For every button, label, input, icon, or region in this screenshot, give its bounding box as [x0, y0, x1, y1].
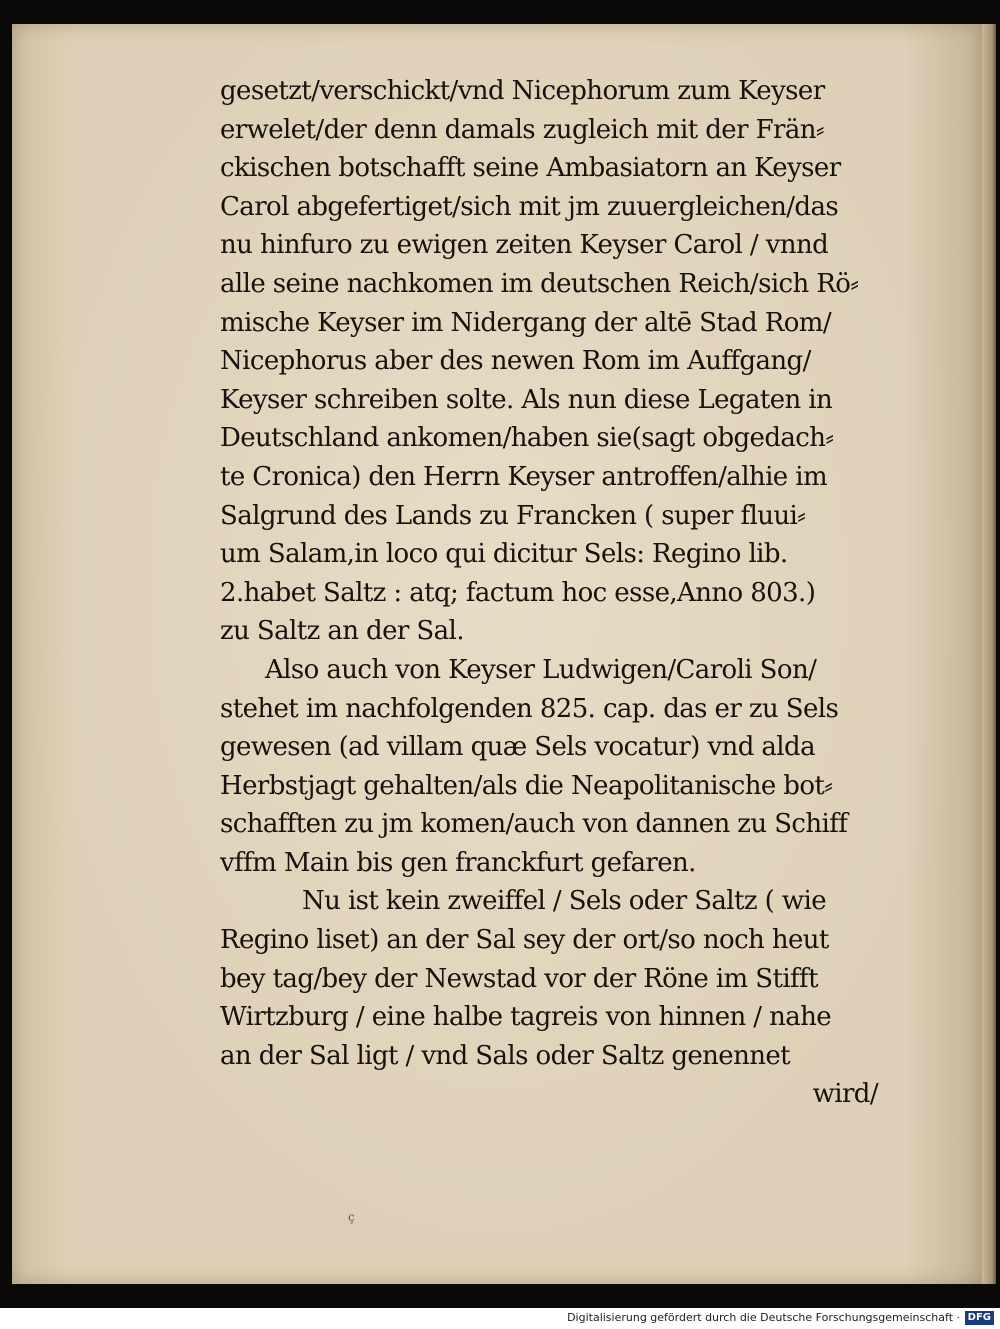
- paragraph-start-line: Nu ist kein zweiffel / Sels oder Saltz ( wie: [302, 886, 826, 917]
- text-line: Nicephorus aber des newen Rom im Auffgang/: [220, 346, 811, 377]
- text-line: vffm Main bis gen franckfurt gefaren.: [220, 847, 696, 878]
- text-line: bey tag/bey der Newstad vor der Röne im Stifft: [220, 963, 818, 994]
- footer-credit: Digitalisierung gefördert durch die Deutsche Forschungsgemeinschaft ·: [567, 1311, 960, 1324]
- text-line: mische Keyser im Nidergang der altē Stad Rom/: [220, 307, 832, 338]
- footer-bar: [0, 1308, 1000, 1329]
- text-line: gesetzt/verschickt/vnd Nicephorum zum Keyser: [220, 76, 825, 106]
- text-line: ckischen botschafft seine Ambasiatorn an Keyser: [220, 153, 841, 184]
- text-line: an der Sal ligt / vnd Sals oder Saltz genennet: [220, 1040, 791, 1071]
- text-line: Keyser schreiben solte. Als nun diese Legaten in: [220, 384, 833, 415]
- text-line: zu Saltz an der Sal.: [220, 616, 464, 647]
- text-block: [220, 72, 900, 1114]
- text-line: Wirtzburg / eine halbe tagreis von hinnen / nahe: [220, 1002, 832, 1033]
- text-line: Herbstjagt gehalten/als die Neapolitanische bot⸗: [220, 770, 833, 801]
- text-line: Carol abgefertiget/sich mit jm zuuergleichen/das: [220, 191, 839, 222]
- text-line: stehet im nachfolgenden 825. cap. das er zu Sels: [220, 693, 839, 724]
- margin-mark: ç: [348, 1210, 355, 1224]
- text-line: Deutschland ankomen/haben sie(sagt obgedach⸗: [220, 423, 834, 454]
- text-line: Salgrund des Lands zu Francken ( super fluui⸗: [220, 500, 806, 531]
- text-line: nu hinfuro zu ewigen zeiten Keyser Carol / vnnd: [220, 230, 829, 261]
- text-line: Regino liset) an der Sal sey der ort/so noch heut: [220, 925, 829, 956]
- text-line: te Cronica) den Herrn Keyser antroffen/alhie im: [220, 461, 828, 492]
- paragraph-start-line: Also auch von Keyser Ludwigen/Caroli Son/: [265, 654, 817, 685]
- text-line: schafften zu jm komen/auch von dannen zu Schiff: [220, 809, 848, 840]
- text-line: 2.habet Saltz : atq; factum hoc esse,Anno 803.): [220, 577, 816, 608]
- text-line: gewesen (ad villam quæ Sels vocatur) vnd alda: [220, 732, 815, 763]
- page-edge: [982, 24, 996, 1284]
- dfg-logo-icon: DFG: [965, 1311, 994, 1325]
- text-line: um Salam,in loco qui dicitur Sels: Regino lib.: [220, 539, 788, 570]
- text-line: erwelet/der denn damals zugleich mit der Frän⸗: [220, 114, 824, 145]
- catchword: wird/: [812, 1079, 878, 1110]
- text-line: alle seine nachkomen im deutschen Reich/sich Rö⸗: [220, 268, 859, 299]
